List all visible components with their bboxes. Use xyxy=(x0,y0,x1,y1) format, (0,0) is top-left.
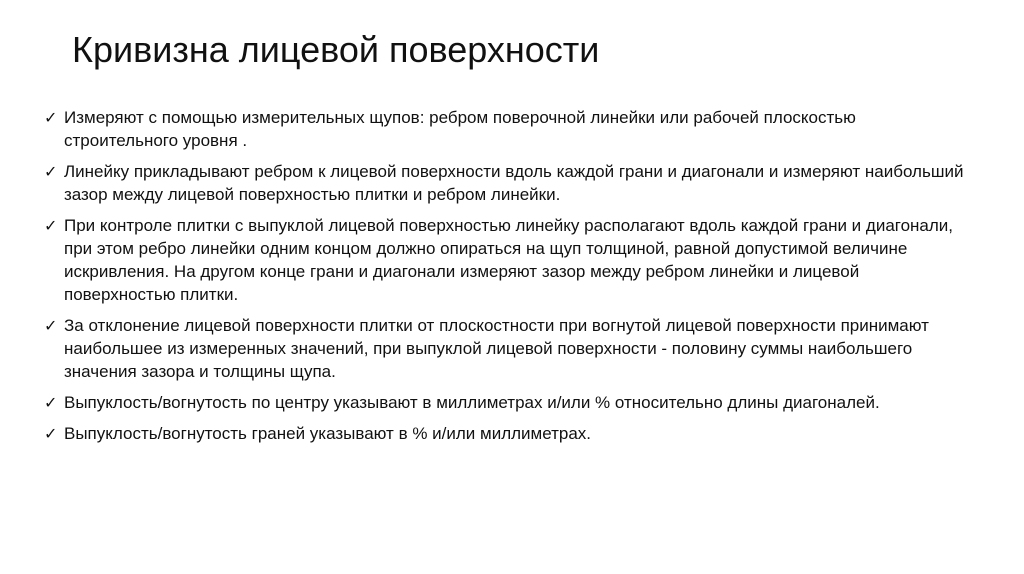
check-icon: ✓ xyxy=(44,162,58,181)
check-icon: ✓ xyxy=(44,424,58,443)
bullet-item xyxy=(44,160,964,206)
slide-title: Кривизна лицевой поверхности xyxy=(72,29,600,70)
bullet-text: Измеряют с помощью измерительных щупов: ребром поверочной линейки или рабочей плоскостью строительного уровня . xyxy=(64,108,856,150)
bullet-text: За отклонение лицевой поверхности плитки от плоскостности при вогнутой лицевой поверхности принимают наибольшее из измеренных значений, при выпуклой лицевой поверхности - половину суммы наибольшего значения зазора и толщины щупа. xyxy=(64,316,929,381)
bullet-item xyxy=(44,391,964,414)
bullet-item xyxy=(44,214,964,306)
bullet-text: При контроле плитки с выпуклой лицевой поверхностью линейку располагают вдоль каждой грани и диагонали, при этом ребро линейки одним концом должно опираться на щуп толщиной, равной допустимой величине искривления. На другом конце грани и диагонали измеряют зазор между ребром линейки и лицевой поверхностью плитки. xyxy=(64,216,954,304)
check-icon: ✓ xyxy=(44,216,58,235)
bullet-text: Выпуклость/вогнутость по центру указывают в миллиметрах и/или % относительно длины диагоналей. xyxy=(64,393,880,412)
bullet-item xyxy=(44,314,964,383)
bullet-text: Выпуклость/вогнутость граней указывают в % и/или миллиметрах. xyxy=(64,424,592,443)
check-icon: ✓ xyxy=(44,393,58,412)
bullet-item xyxy=(44,106,964,152)
bullet-list xyxy=(44,106,964,453)
bullet-text: Линейку прикладывают ребром к лицевой поверхности вдоль каждой грани и диагонали и измеряют наибольший зазор между лицевой поверхностью плитки и ребром линейки. xyxy=(64,162,964,204)
check-icon: ✓ xyxy=(44,108,58,127)
bullet-item xyxy=(44,422,964,445)
check-icon: ✓ xyxy=(44,316,58,335)
